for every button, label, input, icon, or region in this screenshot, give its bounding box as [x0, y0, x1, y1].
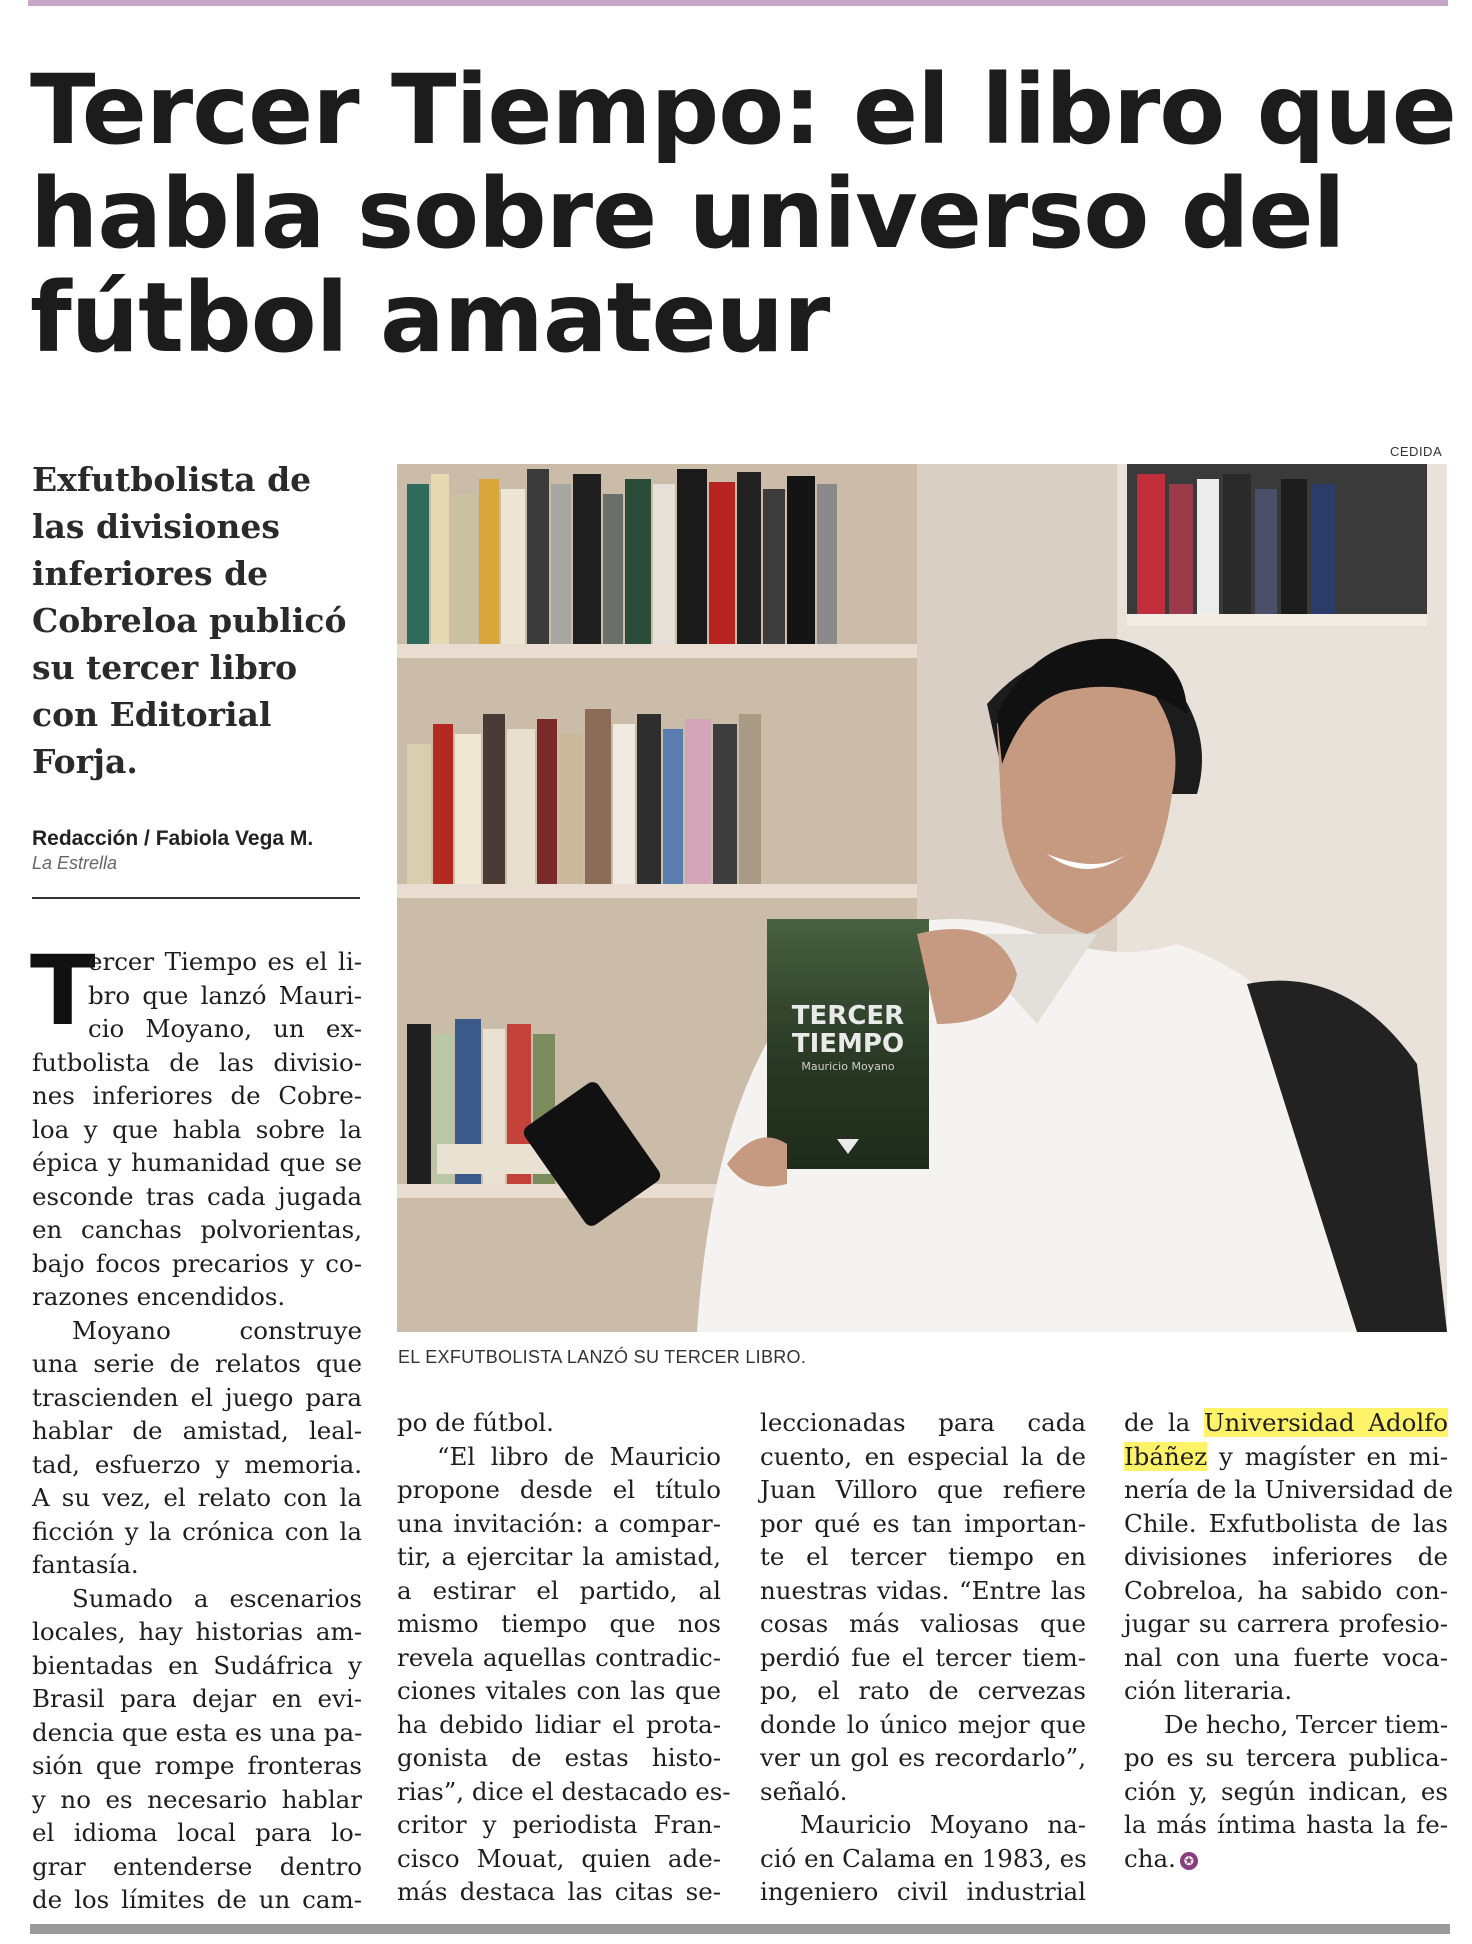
held-book [767, 919, 929, 1169]
text-line: de los límites de un cam- [32, 1885, 362, 1914]
text-line: futbolista de las divisio- [32, 1047, 362, 1077]
text-line: Moyano construye [72, 1315, 362, 1345]
text-line: esconde tras cada jugada [32, 1181, 362, 1211]
text-line: a estirar el partido, al [397, 1575, 721, 1605]
text-line: Mauricio Moyano na- [800, 1810, 1086, 1839]
photo-caption: EL EXFUTBOLISTA LANZÓ SU TERCER LIBRO. [398, 1347, 807, 1367]
text-line: bajo focos precarios y co- [32, 1248, 362, 1278]
text-line: fantasía. [32, 1550, 139, 1579]
text-line: locales, hay historias am- [32, 1617, 362, 1646]
text-line: tad, esfuerzo y memoria. [32, 1449, 362, 1479]
bookshelf-row-1 [407, 469, 837, 644]
text-line: Cobreloa, ha sabido con- [1124, 1575, 1448, 1605]
text-line: ercer Tiempo es el li- [88, 947, 362, 976]
byline [32, 826, 362, 874]
text-fragment: cha. [1124, 1843, 1176, 1873]
text-line: sión que rompe fronteras [32, 1751, 362, 1780]
text-line: rias”, dice el destacado es- [397, 1776, 731, 1806]
article-column-2 [397, 1406, 731, 1909]
article-column-3 [760, 1406, 1086, 1909]
text-line: leccionadas para cada [760, 1408, 1086, 1437]
text-line: De hecho, Tercer tiem- [1164, 1709, 1449, 1739]
text-line: Chile. Exfutbolista de las [1124, 1508, 1448, 1538]
subhead-line: Cobreloa publicó [32, 601, 347, 640]
photo-illustration [397, 464, 1447, 1332]
text-line: grar entenderse dentro [32, 1851, 362, 1881]
text-line: po, el rato de cervezas [760, 1676, 1086, 1705]
photo-credit: CEDIDA [1390, 444, 1443, 459]
top-rule [28, 0, 1448, 6]
text-line: ción literaria. [1124, 1676, 1293, 1705]
text-line: “El libro de Mauricio [437, 1441, 721, 1471]
text-line: una serie de relatos que [32, 1349, 362, 1378]
text-line: perdió fue el tercer tiem- [760, 1642, 1086, 1672]
article-column-1 [30, 935, 363, 1917]
text-line: po es su tercera publica- [1124, 1743, 1448, 1772]
book-author: Mauricio Moyano [801, 1060, 895, 1073]
end-of-article-icon: ✪ [1180, 1852, 1198, 1870]
text-line: ingeniero civil industrial [760, 1877, 1086, 1906]
text-line: razones encendidos. [32, 1282, 286, 1311]
text-line: ciones vitales con las que [397, 1676, 721, 1705]
subhead-line: su tercer libro [32, 648, 298, 687]
byline-paper: La Estrella [32, 853, 118, 873]
text-line: loa y que habla sobre la [32, 1114, 362, 1144]
text-line: trascienden el juego para [32, 1382, 362, 1412]
text-line: ha debido lidiar el prota- [397, 1709, 721, 1739]
headline-line: fútbol amateur [30, 262, 830, 374]
byline-author: Redacción / Fabiola Vega M. [32, 827, 314, 850]
subhead-line: Forja. [32, 742, 138, 781]
text-line: cosas más valiosas que [760, 1609, 1086, 1638]
headline-line: habla sobre universo del [30, 158, 1345, 270]
bottom-rule [30, 1924, 1450, 1934]
text-fragment: y magíster en mi- [1207, 1441, 1448, 1471]
text-fragment: de la [1124, 1408, 1204, 1437]
article-column-4 [1124, 1406, 1454, 1875]
text-line: po de fútbol. [397, 1408, 554, 1437]
text-line: hablar de amistad, leal- [32, 1416, 362, 1445]
text-line: critor y periodista Fran- [397, 1810, 721, 1839]
subhead [32, 456, 362, 785]
text-line: señaló. [760, 1776, 848, 1806]
headline [30, 54, 1456, 374]
text-line: cio Moyano, un ex- [88, 1014, 362, 1043]
book-title-line: TIEMPO [791, 1029, 905, 1059]
text-line: épica y humanidad que se [32, 1148, 362, 1177]
text-line: divisiones inferiores de [1124, 1542, 1448, 1571]
text-line [1124, 1406, 1448, 1440]
text-line: dencia que esta es una pa- [32, 1717, 363, 1747]
drop-cap: T [30, 935, 96, 1047]
text-line: revela aquellas contradic- [397, 1642, 721, 1672]
text-line: más destaca las citas se- [397, 1877, 721, 1906]
text-line: nal con una fuerte voca- [1124, 1642, 1448, 1672]
headline-line: Tercer Tiempo: el libro que [30, 54, 1456, 166]
text-line: nuestras vidas. “Entre las [760, 1575, 1086, 1605]
text-line: en canchas polvorientas, [32, 1215, 362, 1244]
text-line: por qué es tan importan- [760, 1508, 1086, 1538]
highlighted-text: Universidad Adolfo [1203, 1408, 1448, 1437]
text-line: ción y, según indican, es [1124, 1776, 1448, 1806]
byline-divider [32, 897, 360, 899]
text-line: una invitación: a compar- [397, 1508, 721, 1538]
book-title-line: TERCER [791, 1001, 905, 1031]
text-line: bro que lanzó Mauri- [88, 980, 362, 1010]
text-line [1124, 1440, 1448, 1474]
text-line: propone desde el título [397, 1475, 721, 1504]
text-line: Brasil para dejar en evi- [32, 1684, 362, 1713]
text-line: jugar su carrera profesio- [1124, 1609, 1448, 1638]
text-line: mismo tiempo que nos [397, 1609, 721, 1638]
text-line: el idioma local para lo- [32, 1818, 362, 1847]
text-line: y no es necesario hablar [32, 1784, 362, 1814]
text-line: cisco Mouat, quien ade- [397, 1843, 721, 1873]
text-line: ció en Calama en 1983, es [760, 1843, 1087, 1873]
text-line: A su vez, el relato con la [32, 1483, 362, 1512]
text-line: tir, a ejercitar la amistad, [397, 1542, 721, 1571]
text-line: Juan Villoro que refiere [760, 1475, 1086, 1504]
text-line: te el tercer tiempo en [760, 1542, 1086, 1571]
text-line: ver un gol es recordarlo”, [760, 1743, 1086, 1772]
subhead-line: Exfutbolista de [32, 460, 312, 499]
text-line: cuento, en especial la de [760, 1441, 1086, 1471]
article-photo [397, 464, 1447, 1332]
text-line: bientadas en Sudáfrica y [32, 1650, 362, 1680]
subhead-line: con Editorial [32, 695, 272, 734]
text-line: donde lo único mejor que [760, 1709, 1086, 1739]
text-line: la más íntima hasta la fe- [1124, 1810, 1448, 1839]
subhead-line: las divisiones [32, 507, 280, 546]
text-line: nes inferiores de Cobre- [32, 1081, 362, 1110]
text-line: Sumado a escenarios [72, 1583, 362, 1613]
highlighted-text: Ibáñez [1124, 1441, 1208, 1471]
text-line: ficción y la crónica con la [32, 1516, 362, 1546]
text-line [1124, 1842, 1448, 1876]
subhead-line: inferiores de [32, 554, 269, 593]
text-line: nería de la Universidad de [1124, 1475, 1454, 1504]
text-line: gonista de estas histo- [397, 1743, 721, 1772]
